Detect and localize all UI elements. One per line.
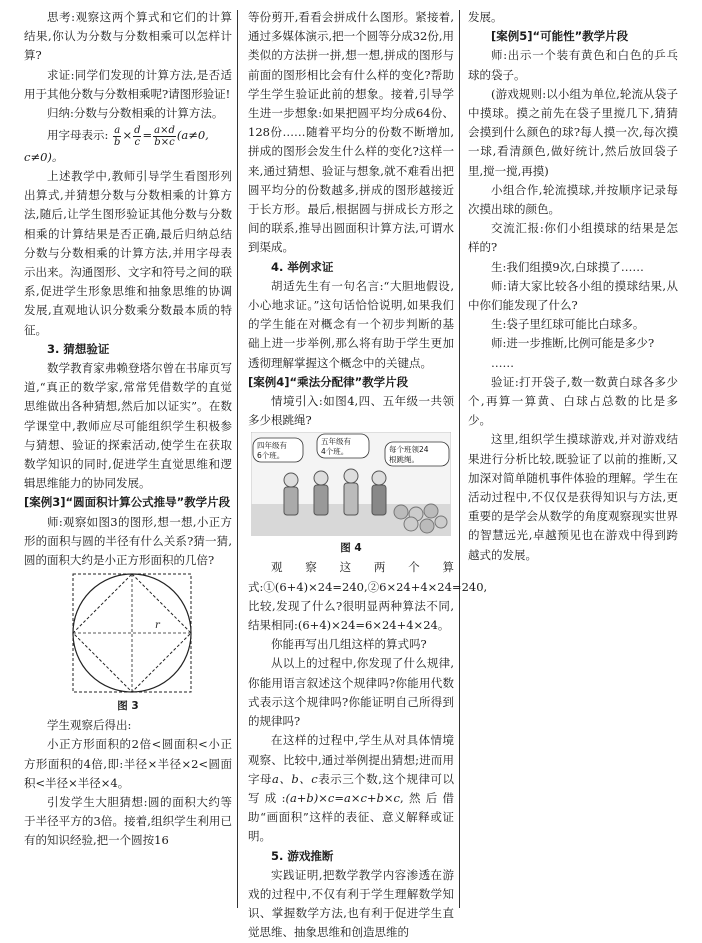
formula-prefix: 用字母表示:	[47, 128, 109, 143]
formula-condition-2: c≠0)。	[24, 149, 64, 164]
paragraph-compare-formulas: 观察这两个算式:①(6+4)×24=240,②6×24+4×24=240,比较,发现了什么?很明显两种算法不同,结果相同:(6+4)×24=6×24+4×24。	[248, 560, 488, 633]
bubble2-line2: 4个班。	[321, 447, 349, 457]
formula-condition-1: (a≠0,	[176, 128, 209, 143]
bubble3-line2: 根跳绳。	[389, 455, 419, 465]
radius-label: r	[155, 620, 160, 632]
case-3-heading: [案例3]“圆面积计算公式推导”教学片段	[24, 495, 231, 510]
paragraph-inequality: 小正方形面积的2倍<圆面积<小正方形面积的4倍,即:半径×半径×2<圆面积<半径×半径×4。	[24, 737, 232, 790]
paragraph-scenario: 情境引入:如图4,四、五年级一共领多少根跳绳?	[248, 394, 454, 428]
times-sign: ×	[122, 128, 133, 143]
paragraph-distributive: 在这样的过程中,学生从对具体情境观察、比较中,通过举例提出猜想;进而用字母a、b、c表示三个数,这个规律可以写成:(a+b)×c=a×c+b×c,然后借助“画面积”这样的表征、意义解释或证明。	[248, 733, 455, 844]
column-divider-1	[237, 10, 238, 908]
figure-4-caption: 图 4	[340, 542, 362, 555]
fraction-result: $\frac{a\times d}{b\times c}$	[154, 124, 175, 148]
paragraph-game: 实践证明,把数学教学内容渗透在游戏的过程中,不仅有利于学生理解数学知识、掌握数学方法,也有利于促进学生直觉思维、抽象思维和创造思维的	[248, 867, 454, 940]
paragraph-game-rules: (游戏规则:以小组为单位,轮流从袋子中摸球。摸之前先在袋子里搅几下,猜猜会摸到什么颜色的球?每人摸一次,每次摸一球,看清颜色,做好统计,然后放回袋子里,搅一搅,再摸)	[468, 86, 678, 178]
fraction-a-over-b: $\frac{a}{b}$	[114, 124, 121, 148]
paragraph-observe: 学生观察后得出:	[47, 718, 132, 733]
column-3	[468, 8, 678, 565]
section-heading-5: 5. 游戏推断	[271, 848, 334, 863]
paragraph-show-bag: 师:出示一个装有黄色和白色的乒乓球的袋子。	[468, 48, 678, 82]
paragraph-verify: 求证:同学们发现的计算方法,是否适用于其他分数与分数相乘呢?请图形验证!	[24, 67, 232, 101]
column-1	[24, 8, 232, 851]
case-5-heading: [案例5]“可能性”教学片段	[491, 29, 629, 44]
figure-3-caption: 图 3	[117, 700, 139, 713]
equals-sign: =	[142, 128, 153, 143]
paragraph-ellipsis: ……	[491, 355, 514, 370]
paragraph-development: 发展。	[468, 10, 503, 24]
paragraph-conjecture: 引发学生大胆猜想:圆的面积大约等于半径平方的3倍。接着,组织学生利用已有的知识经验,把一个圆按16	[24, 795, 232, 848]
paragraph-more-examples: 你能再写出几组这样的算式吗?	[271, 637, 427, 652]
section-heading-4: 4. 举例求证	[271, 259, 334, 274]
paragraph-teacher-fig3: 师:观察如图3的图形,想一想,小正方形的面积与圆的半径有什么关系?猜一猜,圆的面积大约是小正方形面积的几倍?	[24, 514, 232, 567]
figure-3	[24, 572, 232, 698]
paragraph-guess: 数学教育家弗赖登塔尔曾在书扉页写道,“真正的数学家,常常凭借数学的直觉思维做出各种猜想,然后加以证实”。在数学课堂中,教师应尽可能组织学生积极参与猜想、验证的探索活动,使学生在获取数学知识的同时,促进学生直觉思维和逻辑思维能力的协同发展。	[24, 360, 232, 491]
section-heading-3: 3. 猜想验证	[47, 341, 110, 356]
case-4-heading: [案例4]“乘法分配律”教学片段	[248, 374, 409, 389]
paragraph-verification: 验证:打开袋子,数一数黄白球各多少个,再算一算黄、白球占总数的比是多少。	[468, 374, 678, 428]
paragraph-hushi: 胡适先生有一句名言:“大胆地假设,小心地求证。”这句话恰恰说明,如果我们的学生能在对概念有一个初步判断的基础上进一步举例,那么将有助于学生更加透彻理解掌握这个概念中的关键点。	[248, 278, 454, 370]
fraction-d-over-c: $\frac{d}{c}$	[134, 124, 141, 148]
paragraph-group-work: 小组合作,轮流摸球,并按顺序记录每次摸出球的颜色。	[468, 182, 678, 217]
paragraph-student-2: 生:袋子里红球可能比白球多。	[491, 317, 645, 332]
paragraph-teacher-ratio: 师:进一步推断,比例可能是多少?	[491, 336, 655, 351]
jump-rope-illustration	[251, 432, 451, 536]
formula-line	[24, 123, 232, 148]
paragraph-cut-circle: 等份剪开,看看会拼成什么图形。紧接着,通过多媒体演示,把一个圆等分成32份,用类似的方法拼一拼,想一想,拼成的图形与前面的图形相比会有什么样的变化?帮助学生学生验证此前的想象。接着,引导学生进一步想象:如果把圆平均分成64份、128份……随着平均分的份数不断增加,拼成的图形会发生什么样的变化?这样一来,通过猜想、验证与想象,就不难看出把圆平均分的份数越多,拼成的图形越接近于长方形。最后,根据圆与拼成长方形之间的联系,推导出圆面积计算方法,可谓水到渠成。	[248, 10, 454, 255]
column-divider-2	[459, 10, 460, 908]
paragraph-teacher-compare: 师:请大家比较各小组的摸球结果,从中你们能发现了什么?	[468, 278, 678, 313]
paragraph-think: 思考:观察这两个算式和它们的计算结果,你认为分数与分数相乘可以怎样计算?	[24, 10, 232, 63]
bubble2-line1: 五年级有	[321, 437, 351, 447]
paragraph-student-1: 生:我们组摸9次,白球摸了……	[491, 259, 644, 274]
paragraph-conclusion: 这里,组织学生摸球游戏,并对游戏结果进行分析比较,既验证了以前的推断,又加深对简单随机事件体验的理解。学生在活动过程中,不仅仅是获得知识与方法,更重要的是学会从数学的角度观察现实世界的智慧远光,卓越预见也在游戏中得到跨越式的发展。	[468, 432, 678, 562]
bubble3-line1: 每个班领24	[389, 445, 429, 455]
paragraph-report: 交流汇报:你们小组摸球的结果是怎样的?	[468, 221, 678, 255]
bubble1-line1: 四年级有	[257, 441, 287, 451]
paragraph-analysis: 上述教学中,教师引导学生看图形列出算式,并猜想分数与分数相乘的计算方法,随后,让学生图形验证其他分数与分数相乘的计算结果是否正确,最后归纳总结分数与分数相乘的计算方法,并用字母表示出来。沟通图形、文字和符号之间的联系,促进学生形象思维和抽象思维的协调发展,直观地认识分数乘分数最本质的特征。	[24, 168, 232, 337]
paragraph-summarize: 归纳:分数与分数相乘的计算方法。	[47, 106, 224, 121]
paragraph-rule-questions: 从以上的过程中,你发现了什么规律,你能用语言叙述这个规律吗?你能用代数式表示这个规律吗?你能证明自己所得到的规律吗?	[248, 656, 454, 729]
figure-4	[248, 432, 454, 540]
bubble1-line2: 6个班。	[257, 451, 285, 461]
circle-square-diagram	[53, 572, 203, 694]
